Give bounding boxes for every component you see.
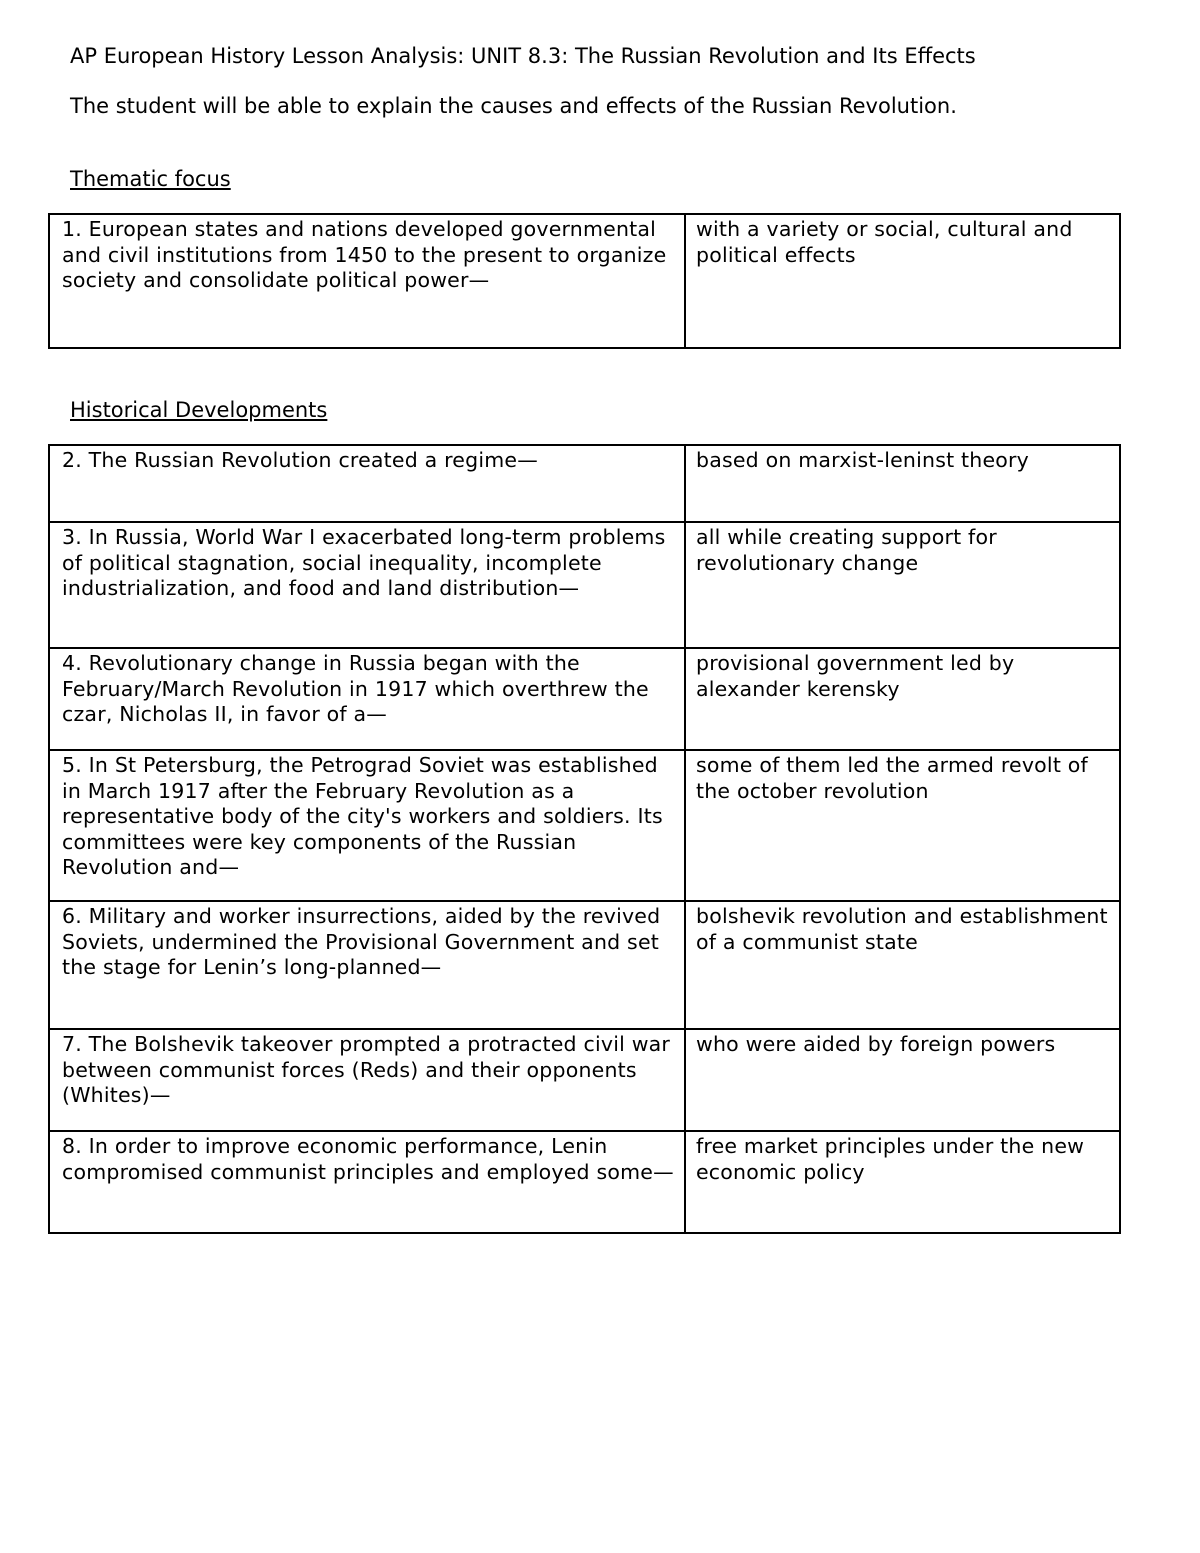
table-row <box>49 648 1120 750</box>
table-row <box>49 901 1120 1029</box>
prompt-cell: 8. In order to improve economic performance, Lenin compromised communist principles and employed some— <box>49 1131 685 1233</box>
thematic-focus-heading: Thematic focus <box>70 167 231 191</box>
response-cell[interactable]: with a variety or social, cultural and political effects <box>685 214 1120 348</box>
response-cell[interactable]: free market principles under the new economic policy <box>685 1131 1120 1233</box>
document-title: AP European History Lesson Analysis: UNIT 8.3: The Russian Revolution and Its Effects <box>70 44 976 68</box>
response-cell[interactable]: all while creating support for revolutionary change <box>685 522 1120 648</box>
prompt-cell: 4. Revolutionary change in Russia began with the February/March Revolution in 1917 which overthrew the czar, Nicholas II, in favor of a— <box>49 648 685 750</box>
historical-developments-table <box>48 444 1121 1234</box>
prompt-cell: 6. Military and worker insurrections, aided by the revived Soviets, undermined the Provisional Government and set the stage for Lenin’s long-planned— <box>49 901 685 1029</box>
response-cell[interactable]: some of them led the armed revolt of the october revolution <box>685 750 1120 901</box>
response-cell[interactable]: bolshevik revolution and establishment of a communist state <box>685 901 1120 1029</box>
prompt-cell: 1. European states and nations developed governmental and civil institutions from 1450 to the present to organize society and consolidate political power— <box>49 214 685 348</box>
historical-developments-heading: Historical Developments <box>70 398 328 422</box>
table-row <box>49 1029 1120 1131</box>
table-row <box>49 522 1120 648</box>
response-cell[interactable]: provisional government led by alexander kerensky <box>685 648 1120 750</box>
learning-objective: The student will be able to explain the causes and effects of the Russian Revolution. <box>70 94 957 118</box>
table-row <box>49 750 1120 901</box>
prompt-cell: 2. The Russian Revolution created a regime— <box>49 445 685 522</box>
table-row <box>49 445 1120 522</box>
thematic-focus-table <box>48 213 1121 349</box>
response-cell[interactable]: based on marxist-leninst theory <box>685 445 1120 522</box>
table-row <box>49 214 1120 348</box>
prompt-cell: 7. The Bolshevik takeover prompted a protracted civil war between communist forces (Reds) and their opponents (Whites)— <box>49 1029 685 1131</box>
table-row <box>49 1131 1120 1233</box>
prompt-cell: 5. In St Petersburg, the Petrograd Soviet was established in March 1917 after the February Revolution as a representative body of the city's workers and soldiers. Its committees were key components of the Russian Revolution and— <box>49 750 685 901</box>
prompt-cell: 3. In Russia, World War I exacerbated long-term problems of political stagnation, social inequality, incomplete industrialization, and food and land distribution— <box>49 522 685 648</box>
response-cell[interactable]: who were aided by foreign powers <box>685 1029 1120 1131</box>
